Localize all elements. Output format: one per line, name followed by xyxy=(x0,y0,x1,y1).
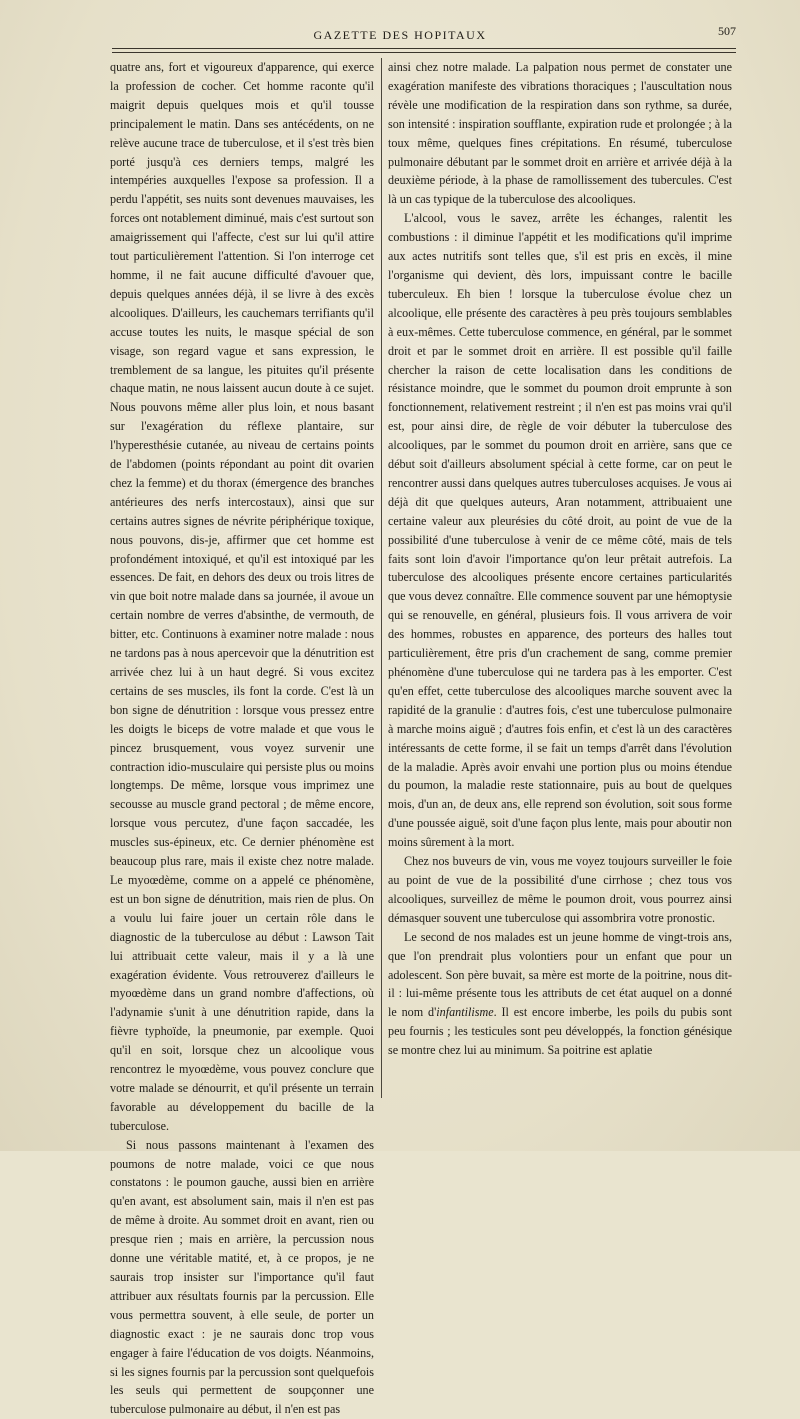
italic-term: infantilisme xyxy=(436,1005,494,1020)
text-run: . Il est encore imberbe, les poils du pubis sont peu fournis ; les testicules sont peu développés, la fonction génésique se montre chez lui au minimum. Sa poitrine est aplatie xyxy=(388,1005,732,1058)
column-divider xyxy=(381,58,382,1098)
page-header xyxy=(0,24,800,46)
paragraph: Si nous passons maintenant à l'examen des poumons de notre malade, voici ce que nous constatons : le poumon gauche, aussi bien en arrière qu'en avant, est absolument sain, mais il n'en est pas de même à droite. Au sommet droit en avant, rien ou presque rien ; mais en arrière, la percussion nous donne une véritable matité, et, à ce propos, je ne saurais trop insister sur l'importance qu'il faut attribuer aux résultats fournis par la percussion. Elle vous permettra souvent, à elle seule, de porter un diagnostic exact : je ne saurais donc trop vous engager à faire l'éducation de vos doigts. Néanmoins, si les signes fournis par la percussion sont quelquefois les seuls qui permettent de soupçonner une tuberculose pulmonaire au début, il n'en est pas xyxy=(110,1137,374,1417)
paragraph: Chez nos buveurs de vin, vous me voyez toujours surveiller le foie au point de vue de la possibilité d'une cirrhose ; chez tous vos alcooliques, surveillez de même le poumon droit, vous pourrez ainsi démasquer souvent une tuberculose qui assombrira votre pronostic. xyxy=(388,854,732,925)
header-rule xyxy=(112,48,736,49)
header-rule-secondary xyxy=(112,52,736,53)
paragraph xyxy=(388,928,732,1060)
page-number: 507 xyxy=(718,24,736,38)
paragraph: ainsi chez notre malade. La palpation nous permet de constater une exagération manifeste des vibrations thoraciques ; l'auscultation nous révèle une modification de la respiration dans son rythme, sa durée, son intensité : inspiration soufflante, expiration rude et prolongée ; à la toux même, quelques fines crépitations. En résumé, tuberculose pulmonaire débutant par le sommet droit en arrière et arrivée déjà à la deuxième période, à la phase de ramollissement des tubercules. C'est là un cas typique de la tuberculose des alcooliques. xyxy=(388,60,732,207)
left-column xyxy=(110,58,374,1417)
text-run: Le second de nos malades est un jeune homme de vingt-trois ans, que l'on prendrait plus volontiers pour un enfant que pour un adolescent. Son père buvait, sa mère est morte de la poitrine, nous dit-il : lui-même présente tous les attributs de cet état auquel on a donné le nom d' xyxy=(388,929,732,1020)
paragraph: quatre ans, fort et vigoureux d'apparence, qui exerce la profession de cocher. Cet homme raconte qu'il maigrit depuis quelques mois et qu'il tousse principalement le matin. Dans ses antécédents, on ne relève aucune trace de tuberculose, et il s'est très bien porté jusqu'à ces derniers temps, malgré les intempéries auxquelles l'expose sa profession. Il a perdu l'appétit, ses nuits sont devenues mauvaises, les forces ont notablement diminué, mais c'est surtout son amaigrissement qui l'affecte, c'est sur lui qu'il attire tout particulièrement l'attention. Si l'on interroge cet homme, il ne fait aucune difficulté d'avouer que, depuis quelques années déjà, il se livre à des excès alcooliques. D'ailleurs, les cauchemars terrifiants qu'il accuse toutes les nuits, le masque spécial de son visage, son regard vague et sans expression, le tremblement de sa langue, les pituites qu'il présente chaque matin, ne nous laissent aucun doute à ce sujet. Nous pouvons même aller plus loin, et nous basant sur l'exagération du réflexe plantaire, sur l'hyperesthésie cutanée, au niveau de certains points de l'abdomen (points répondant au point dit ovarien chez la femme) et du thorax (émergence des branches antérieures des nerfs intercostaux), ainsi que sur certains autres signes de névrite périphérique toxique, nous pouvons, dis-je, affirmer que cet homme est profondément intoxiqué, et qu'il est intoxiqué par les essences. De fait, en dehors des deux ou trois litres de vin que boit notre malade dans sa journée, il avoue un certain nombre de verres d'absinthe, de vermouth, de bitter, etc. Continuons à examiner notre malade : nous ne tardons pas à nous apercevoir que la dénutrition est arrivée chez lui à un haut degré. Si vous excitez certains de ses muscles, ils font la corde. C'est là un bon signe de dénutrition : lorsque vous pressez entre les doigts le biceps de votre malade et que vous le pincez brusquement, vous voyez survenir une contraction idio-musculaire qui persiste plus ou moins longtemps. De même, lorsque vous imprimez une secousse au muscle grand pectoral ; de même encore, lorsque vous percutez, d'une façon saccadée, les muscles sus-épineux, etc. Ce dernier phénomène est beaucoup plus rare, mais il existe chez notre malade. Le myoœdème, comme on a appelé ce phénomène, est un bon signe de dénutrition, mais rien de plus. On a voulu lui faire jouer un certain rôle dans le diagnostic de la tuberculose au début : Lawson Tait lui attribuait cette valeur, mais il y a là une exagération évidente. Vous retrouverez d'ailleurs le myoœdème dans un grand nombre d'affections, où l'adynamie s'unit à une dénutrition rapide, dans la fièvre typhoïde, la pneumonie, par exemple. Quoi qu'il en soit, lorsque chez un alcoolique vous rencontrez le myoœdème, vous pouvez conclure que votre malade se dénourrit, et qu'il présente un terrain favorable au développement du bacille de la tuberculose. xyxy=(110,60,374,1133)
running-title: GAZETTE DES HOPITAUX xyxy=(313,28,487,42)
paragraph: L'alcool, vous le savez, arrête les échanges, ralentit les combustions : il diminue l'appétit et les modifications qu'il imprime aux actes nutritifs sont telles que, s'il est pris en excès, il mine l'organisme qui devient, dès lors, impuissant contre le bacille tuberculeux. Eh bien ! lorsque la tuberculose évolue chez un alcoolique, elle présente des caractères à peu près toujours semblables à eux-mêmes. Cette tuberculose commence, en général, par le sommet droit et par le sommet droit en arrière. Il est possible qu'il faille chercher la raison de cette localisation dans les conditions de résistance moindre, que le sommet du poumon droit emprunte à son fonctionnement, relativement restreint ; il n'en est pas moins vrai qu'il est, pour ainsi dire, de règle de voir débuter la tuberculose des alcooliques, par le sommet du poumon droit en arrière, sans que ce début soit d'ailleurs absolument spécial à cette forme, car on peut le rencontrer aussi dans quelques autres tuberculoses acquises. Je vous ai déjà dit que quelques auteurs, Aran notamment, attribuaient une certaine valeur aux pleurésies du côté droit, au point de vue de la possibilité d'une tuberculose à venir de ce même côté, mais de tels faits sont loin d'avoir l'importance qu'on leur prêtait autrefois. La tuberculose des alcooliques présente encore certaines particularités que vous devez connaître. Elle commence souvent par une hémoptysie qui se renouvelle, en général, plusieurs fois. Il vous arrivera de voir des hommes, robustes en apparence, des porteurs des halles tout particulièrement, être pris d'un crachement de sang, comme premier phénomène d'une tuberculose qui ne tardera pas à les emporter. C'est qu'en effet, cette tuberculose des alcooliques marche souvent avec la rapidité de la granulie : d'autres fois, c'est une tuberculose pulmonaire à marche moins aiguë ; d'autres fois enfin, et c'est là un des caractères intéressants de cette forme, il se fait un temps d'arrêt dans l'évolution de la maladie. Après avoir envahi une portion plus ou moins étendue du poumon, la maladie reste stationnaire, puis au bout de quelques mois, d'un an, de deux ans, elle reprend son évolution, soit sous forme d'une poussée aiguë, soit d'une façon plus lente, mais pour aboutir non moins sûrement à la mort. xyxy=(388,211,732,850)
right-column xyxy=(388,58,732,1108)
